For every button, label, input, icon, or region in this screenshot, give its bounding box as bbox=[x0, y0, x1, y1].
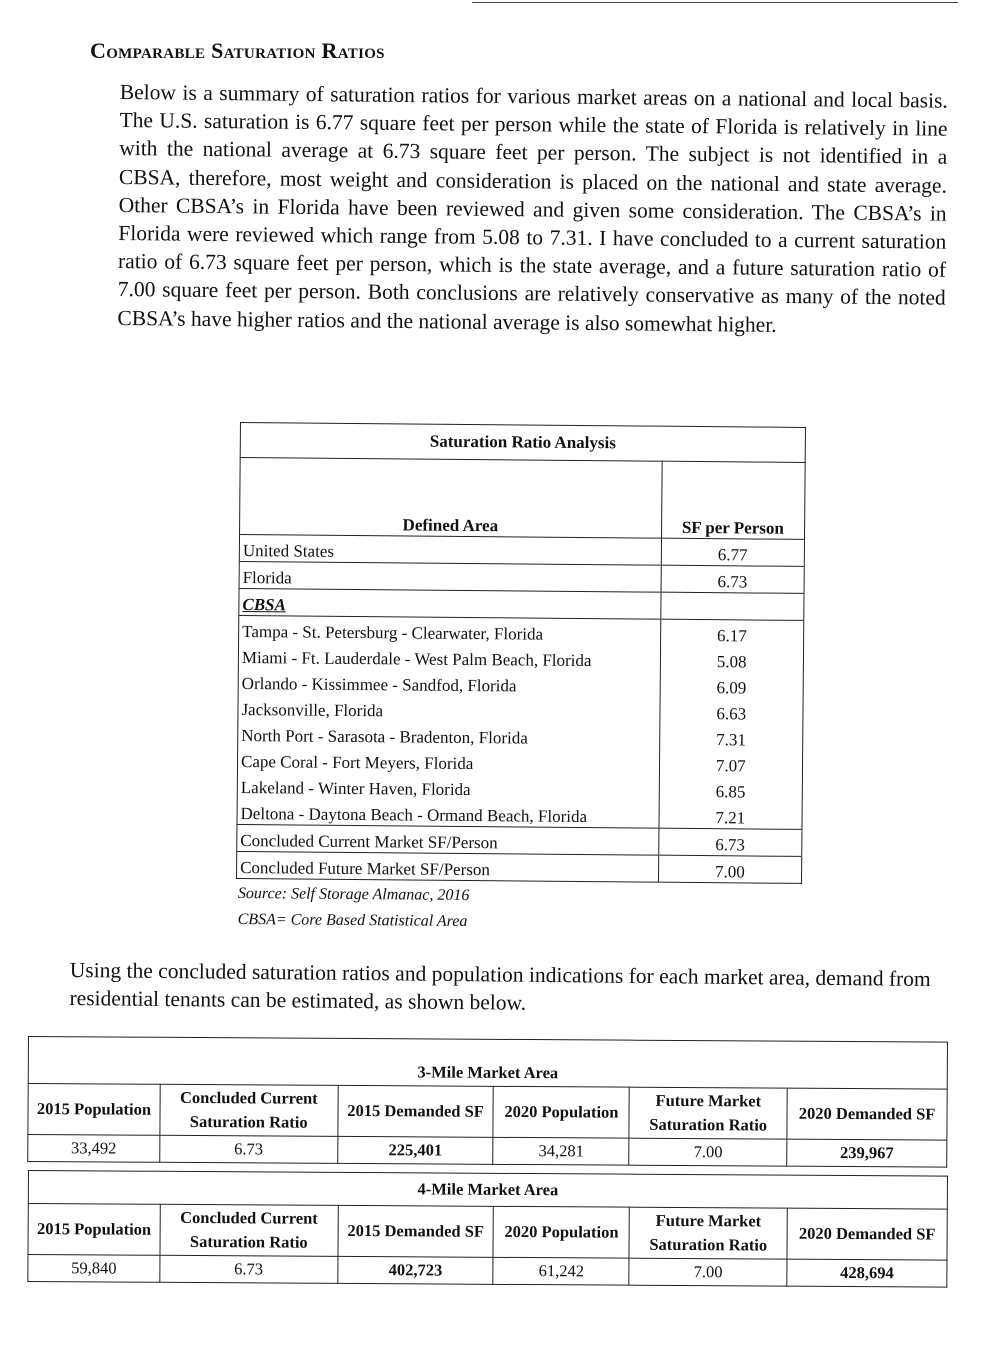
header-2020-demanded-sf: 2020 Demanded SF bbox=[787, 1088, 947, 1140]
market-table-3-mile bbox=[27, 1036, 948, 1168]
value-2020-demanded-sf: 428,694 bbox=[787, 1259, 947, 1287]
column-header-defined-area: Defined Area bbox=[240, 458, 662, 539]
header-2020-demanded-sf: 2020 Demanded SF bbox=[787, 1208, 947, 1260]
demand-paragraph: Using the concluded saturation ratios and population indications for each market area, demand from residential tenants can be estimated, as shown below. bbox=[69, 957, 931, 1015]
row-area: Deltona - Daytona Beach - Ormand Beach, Florida bbox=[237, 798, 659, 828]
concluded-current-value: 6.73 bbox=[658, 828, 802, 856]
concluded-future-value: 7.00 bbox=[658, 855, 802, 883]
row-value: 6.09 bbox=[660, 672, 804, 699]
market-table-4-mile bbox=[27, 1170, 948, 1288]
header-2015-demanded-sf: 2015 Demanded SF bbox=[338, 1205, 494, 1257]
header-2020-population: 2020 Population bbox=[493, 1086, 629, 1138]
header-2015-population: 2015 Population bbox=[28, 1084, 160, 1136]
row-value: 6.17 bbox=[660, 619, 804, 647]
header-future-saturation: Future Market Saturation Ratio bbox=[629, 1207, 787, 1259]
header-2015-population: 2015 Population bbox=[28, 1204, 160, 1256]
saturation-table-block bbox=[236, 422, 806, 938]
value-2015-population: 59,840 bbox=[28, 1255, 160, 1283]
value-future-saturation: 7.00 bbox=[629, 1138, 787, 1166]
value-2020-population: 34,281 bbox=[493, 1137, 629, 1165]
value-2020-demanded-sf: 239,967 bbox=[787, 1139, 947, 1167]
cbsa-label: CBSA bbox=[242, 595, 286, 615]
market-area-title: 4-Mile Market Area bbox=[28, 1171, 947, 1210]
row-area: North Port - Sarasota - Bradenton, Florida bbox=[238, 720, 660, 750]
row-value: 7.21 bbox=[659, 802, 803, 830]
cbsa-section-label bbox=[239, 588, 661, 619]
row-value: 5.08 bbox=[660, 646, 804, 673]
row-value: 6.77 bbox=[661, 538, 805, 566]
row-value: 6.63 bbox=[659, 698, 803, 725]
saturation-ratio-table bbox=[236, 422, 806, 884]
value-current-saturation: 6.73 bbox=[160, 1255, 338, 1283]
row-area: Orlando - Kissimmee - Sandfod, Florida bbox=[238, 668, 660, 698]
row-area: Jacksonville, Florida bbox=[238, 694, 660, 724]
row-area: Tampa - St. Petersburg - Clearwater, Florida bbox=[239, 615, 661, 645]
value-2015-demanded-sf: 225,401 bbox=[337, 1136, 493, 1164]
value-2015-population: 33,492 bbox=[28, 1135, 160, 1163]
row-value: 7.07 bbox=[659, 750, 803, 777]
value-2015-demanded-sf: 402,723 bbox=[337, 1256, 493, 1284]
empty-value bbox=[660, 592, 804, 620]
page-heading: Comparable Saturation Ratios bbox=[90, 38, 385, 63]
header-future-saturation: Future Market Saturation Ratio bbox=[629, 1087, 787, 1139]
row-value: 6.85 bbox=[659, 776, 803, 803]
concluded-current-label: Concluded Current Market SF/Person bbox=[237, 824, 659, 855]
header-2020-population: 2020 Population bbox=[493, 1206, 629, 1258]
row-area: Lakeland - Winter Haven, Florida bbox=[237, 772, 659, 802]
intro-paragraph: Below is a summary of saturation ratios for various market areas on a national and local basis. The U.S. saturation is 6.77 square feet per person while the state of Florida is relatively in line with the national average at 6.73 square feet per person. The subject is not identified in a CBSA, therefore, most weight and consideration is placed on the national and state average. Other CBSA’s in Florida have been reviewed and given some consideration. The CBSA’s in Florida were reviewed which range from 5.08 to 7.31. I have concluded to a current saturation ratio of 6.73 square feet per person, which is the state average, and a future saturation ratio of 7.00 square feet per person. Both conclusions are relatively conservative as many of the noted CBSA’s have higher ratios and the national average is also somewhat higher. bbox=[117, 79, 948, 337]
row-area: Florida bbox=[239, 561, 661, 592]
saturation-table-title: Saturation Ratio Analysis bbox=[240, 423, 805, 463]
source-note: Source: Self Storage Almanac, 2016 bbox=[237, 884, 470, 905]
value-current-saturation: 6.73 bbox=[160, 1135, 338, 1163]
header-2015-demanded-sf: 2015 Demanded SF bbox=[338, 1085, 494, 1137]
cbsa-definition-note: CBSA= Core Based Statistical Area bbox=[237, 910, 468, 931]
market-area-title: 3-Mile Market Area bbox=[28, 1037, 947, 1090]
value-future-saturation: 7.00 bbox=[629, 1258, 787, 1286]
header-current-saturation: Concluded Current Saturation Ratio bbox=[160, 1084, 338, 1136]
market-table-3-mile-block bbox=[27, 1036, 948, 1168]
top-rule bbox=[472, 2, 958, 3]
row-value: 7.31 bbox=[659, 724, 803, 751]
row-area: United States bbox=[239, 535, 661, 566]
header-current-saturation: Concluded Current Saturation Ratio bbox=[160, 1204, 338, 1256]
market-table-4-mile-block bbox=[27, 1170, 948, 1288]
row-value: 6.73 bbox=[661, 565, 805, 593]
column-header-sf-per-person: SF per Person bbox=[661, 461, 805, 539]
table-notes bbox=[236, 881, 802, 938]
value-2020-population: 61,242 bbox=[493, 1257, 629, 1285]
row-area: Cape Coral - Fort Meyers, Florida bbox=[237, 746, 659, 776]
concluded-future-label: Concluded Future Market SF/Person bbox=[237, 851, 659, 882]
row-area: Miami - Ft. Lauderdale - West Palm Beach, Florida bbox=[238, 642, 660, 672]
